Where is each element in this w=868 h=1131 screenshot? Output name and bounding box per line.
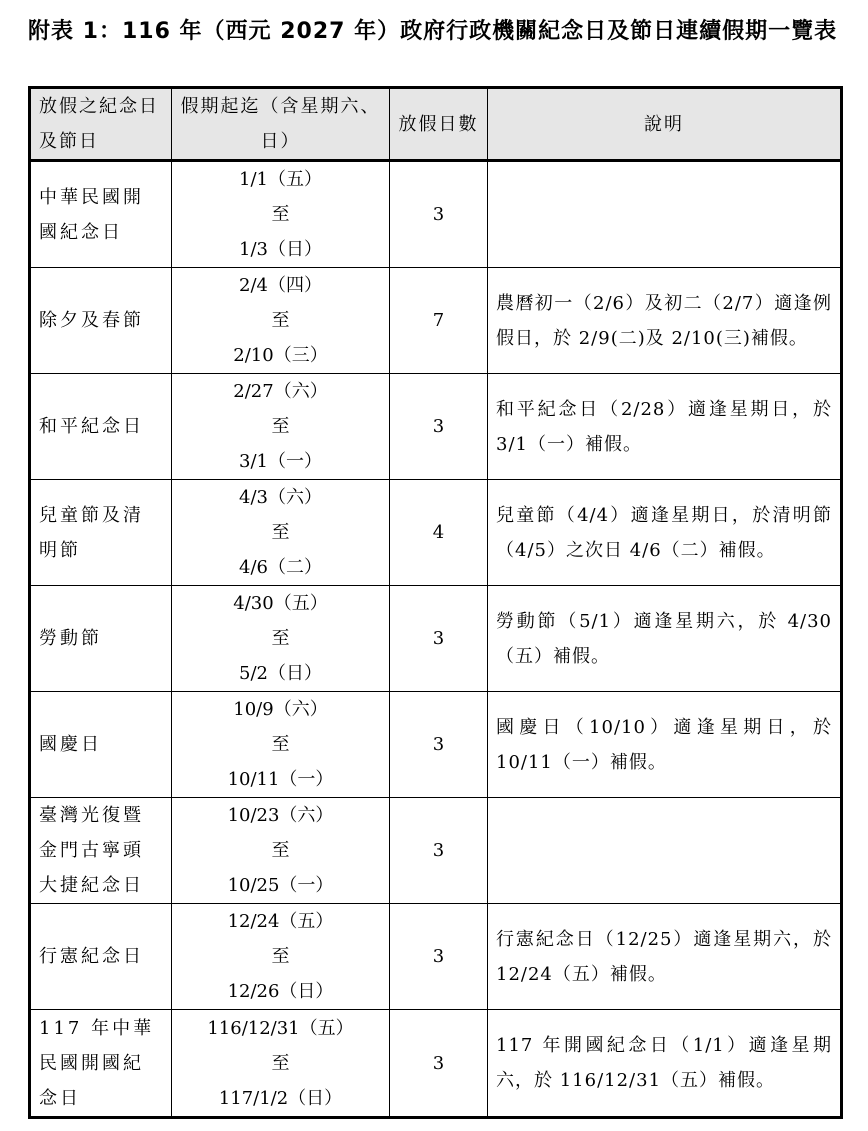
holiday-range xyxy=(172,692,390,798)
range-start: 2/27（六） xyxy=(233,381,328,402)
header-days: 放假日數 xyxy=(390,88,488,161)
holiday-name: 兒童節及清明節 xyxy=(30,480,172,586)
holiday-name: 和平紀念日 xyxy=(30,374,172,480)
range-end: 3/1（一） xyxy=(239,451,322,472)
range-start: 1/1（五） xyxy=(239,169,322,190)
table-row xyxy=(30,268,842,374)
holiday-name: 中華民國開國紀念日 xyxy=(30,161,172,268)
holiday-days: 3 xyxy=(390,904,488,1010)
holiday-note xyxy=(488,798,842,904)
holiday-days: 7 xyxy=(390,268,488,374)
range-to: 至 xyxy=(271,310,290,331)
header-range: 假期起迄（含星期六、日） xyxy=(172,88,390,161)
holiday-name: 臺灣光復暨金門古寧頭大捷紀念日 xyxy=(30,798,172,904)
table-row xyxy=(30,586,842,692)
range-start: 10/23（六） xyxy=(227,805,334,826)
holiday-note: 勞動節（5/1）適逢星期六，於 4/30（五）補假。 xyxy=(488,586,842,692)
holiday-note xyxy=(488,161,842,268)
holiday-note: 行憲紀念日（12/25）適逢星期六，於 12/24（五）補假。 xyxy=(488,904,842,1010)
range-start: 12/24（五） xyxy=(227,911,334,932)
holiday-days: 3 xyxy=(390,1010,488,1118)
range-to: 至 xyxy=(271,840,290,861)
holiday-range xyxy=(172,586,390,692)
holiday-range xyxy=(172,480,390,586)
range-start: 4/30（五） xyxy=(233,593,328,614)
holiday-days: 3 xyxy=(390,374,488,480)
range-to: 至 xyxy=(271,734,290,755)
range-end: 10/11（一） xyxy=(227,769,334,790)
holiday-name: 117 年中華民國開國紀念日 xyxy=(30,1010,172,1118)
range-start: 2/4（四） xyxy=(239,275,322,296)
range-start: 4/3（六） xyxy=(239,487,322,508)
holiday-note: 國慶日（10/10）適逢星期日，於 10/11（一）補假。 xyxy=(488,692,842,798)
table-row xyxy=(30,480,842,586)
holiday-name: 除夕及春節 xyxy=(30,268,172,374)
holiday-days: 3 xyxy=(390,692,488,798)
holiday-range xyxy=(172,374,390,480)
holiday-note: 兒童節（4/4）適逢星期日，於清明節（4/5）之次日 4/6（二）補假。 xyxy=(488,480,842,586)
range-to: 至 xyxy=(271,416,290,437)
holiday-range xyxy=(172,798,390,904)
range-start: 116/12/31（五） xyxy=(207,1017,354,1039)
header-note: 說明 xyxy=(488,88,842,161)
range-to: 至 xyxy=(271,628,290,649)
document-title: 附表 1：116 年（西元 2027 年）政府行政機關紀念日及節日連續假期一覽表 xyxy=(28,19,838,44)
range-to: 至 xyxy=(271,946,290,967)
holiday-note: 和平紀念日（2/28）適逢星期日，於 3/1（一）補假。 xyxy=(488,374,842,480)
range-end: 117/1/2（日） xyxy=(218,1087,343,1109)
holiday-table xyxy=(28,86,843,1119)
holiday-name: 勞動節 xyxy=(30,586,172,692)
table-row xyxy=(30,374,842,480)
table-row xyxy=(30,692,842,798)
range-to: 至 xyxy=(271,1052,290,1074)
holiday-range xyxy=(172,1010,390,1118)
holiday-days: 3 xyxy=(390,798,488,904)
range-start: 10/9（六） xyxy=(233,699,328,720)
table-row xyxy=(30,1010,842,1118)
table-row xyxy=(30,904,842,1010)
holiday-name: 行憲紀念日 xyxy=(30,904,172,1010)
holiday-range xyxy=(172,904,390,1010)
range-end: 2/10（三） xyxy=(233,345,328,366)
header-name: 放假之紀念日及節日 xyxy=(30,88,172,161)
table-header-row xyxy=(30,88,842,161)
range-end: 1/3（日） xyxy=(239,239,322,260)
holiday-days: 3 xyxy=(390,161,488,268)
range-end: 10/25（一） xyxy=(227,875,334,896)
range-end: 4/6（二） xyxy=(239,557,322,578)
table-row xyxy=(30,161,842,268)
holiday-range xyxy=(172,161,390,268)
holiday-note: 農曆初一（2/6）及初二（2/7）適逢例假日，於 2/9(二)及 2/10(三)補假。 xyxy=(488,268,842,374)
holiday-range xyxy=(172,268,390,374)
holiday-note: 117 年開國紀念日（1/1）適逢星期六，於 116/12/31（五）補假。 xyxy=(488,1010,842,1118)
holiday-days: 4 xyxy=(390,480,488,586)
holiday-days: 3 xyxy=(390,586,488,692)
table-row xyxy=(30,798,842,904)
range-to: 至 xyxy=(271,522,290,543)
range-end: 12/26（日） xyxy=(227,981,334,1002)
range-end: 5/2（日） xyxy=(239,663,322,684)
holiday-name: 國慶日 xyxy=(30,692,172,798)
range-to: 至 xyxy=(271,204,290,225)
